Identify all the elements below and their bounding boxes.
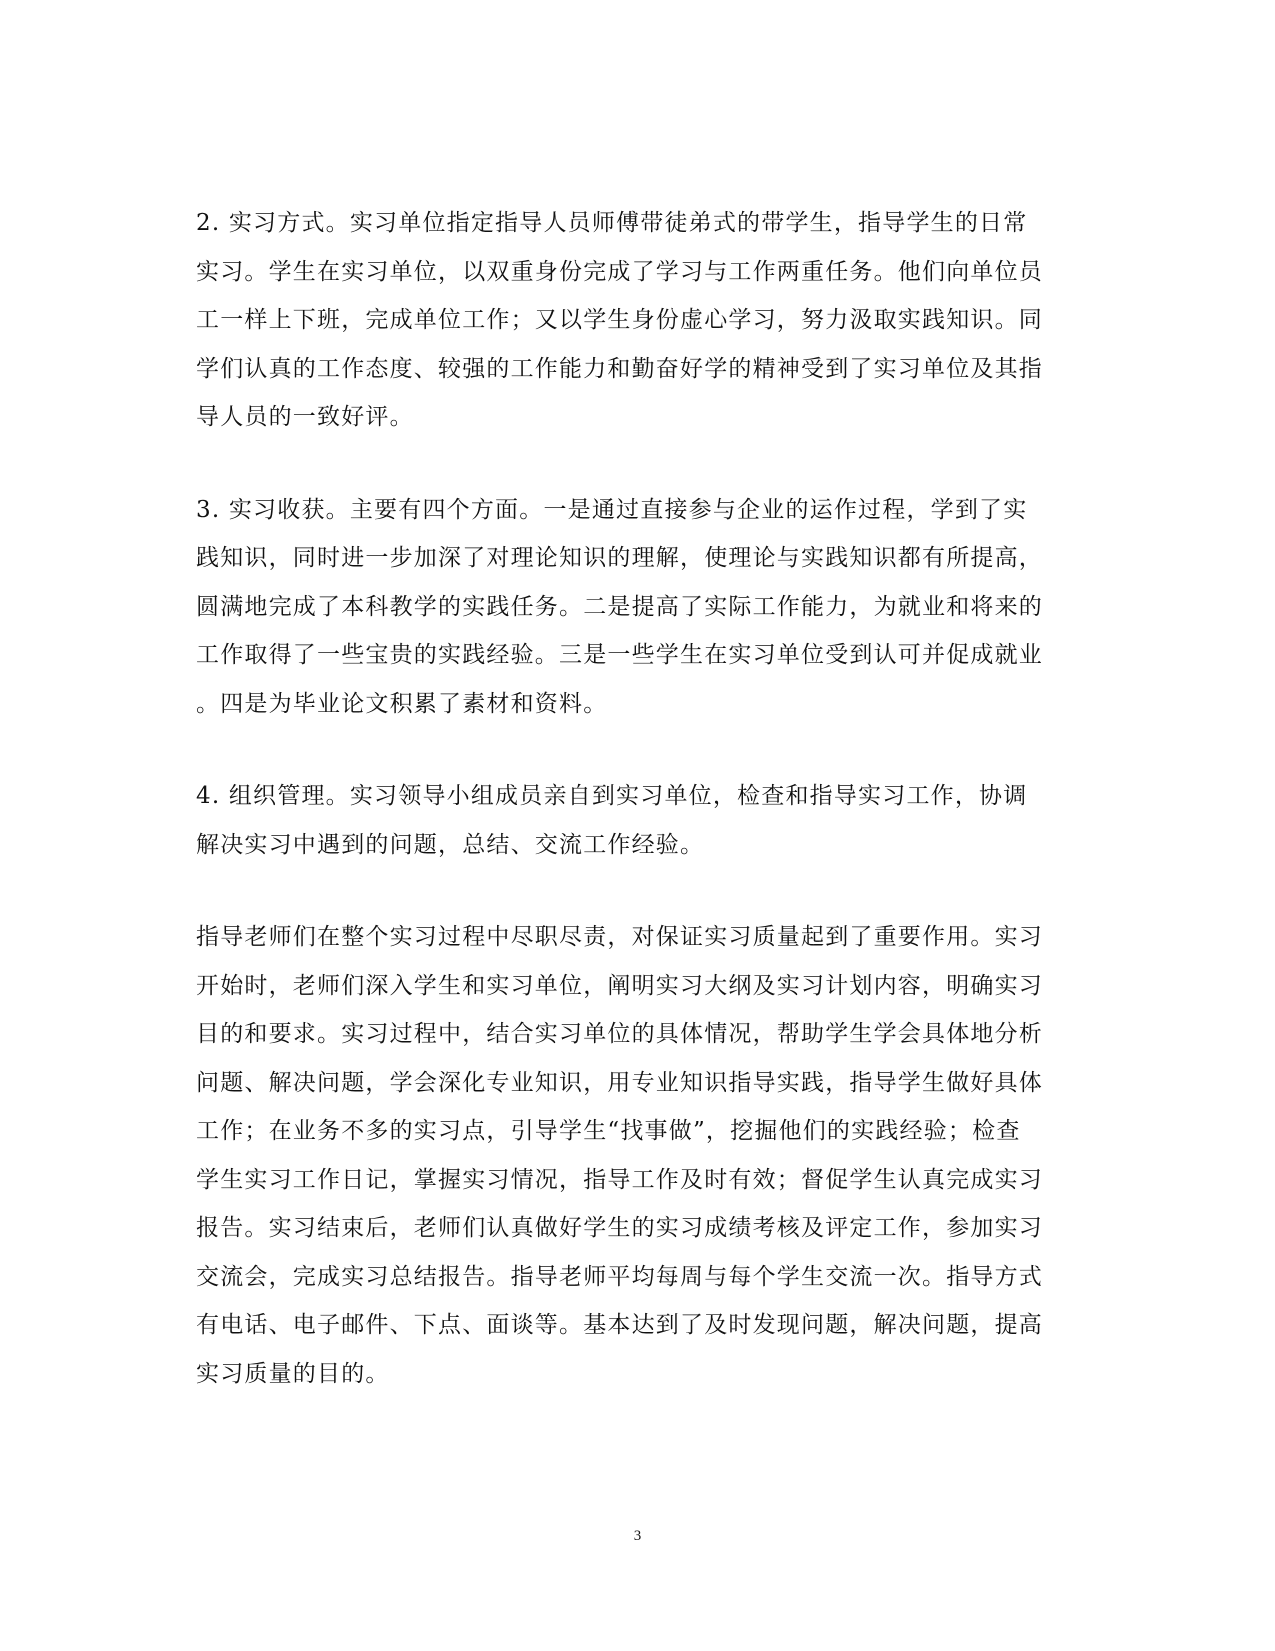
paragraph-teacher-guidance: 指导老师们在整个实习过程中尽职尽责，对保证实习质量起到了重要作用。实习 开始时，老师们深入学生和实习单位，阐明实习大纲及实习计划内容，明确实习 目的和要求。实习过程中，结合实习单位的具体情况，帮助学生学会具体地分析 问题、解决问题，学会深化专业知识，用专业知识指导实践，指导学生做好具体 工作；在业务不多的实习点，引导学生“找事做”，挖掘他们的实践经验；检查 学生实习工作日记，掌握实习情况，指导工作及时有效；督促学生认真完成实习 报告。实习结束后，老师们认真做好学生的实习成绩考核及评定工作，参加实习 交流会，完成实习总结报告。指导老师平均每周与每个学生交流一次。指导方式 有电话、电子邮件、下点、面谈等。基本达到了及时发现问题，解决问题，提高 实习质量的目的。 — [196, 924, 1043, 1387]
paragraph-internship-gains: 3. 实习收获。主要有四个方面。一是通过直接参与企业的运作过程，学到了实 践知识，同时进一步加深了对理论知识的理解，使理论与实践知识都有所提高， 圆满地完成了本科教学的实践任务。二是提高了实际工作能力，为就业和将来的 工作取得了一些宝贵的实践经验。三是一些学生在实习单位受到认可并促成就业 。四是为毕业论文积累了素材和资料。 — [196, 496, 1043, 717]
paragraph-internship-method: 2. 实习方式。实习单位指定指导人员师傅带徒弟式的带学生，指导学生的日常 实习。学生在实习单位，以双重身份完成了学习与工作两重任务。他们向单位员 工一样上下班，完成单位工作；又以学生身份虚心学习，努力汲取实践知识。同 学们认真的工作态度、较强的工作能力和勤奋好学的精神受到了实习单位及其指 导人员的一致好评。 — [196, 210, 1043, 430]
paragraph-organization-management: 4. 组织管理。实习领导小组成员亲自到实习单位，检查和指导实习工作，协调 解决实习中遇到的问题，总结、交流工作经验。 — [196, 783, 1028, 858]
page-number: 3 — [633, 1528, 642, 1544]
page-body — [196, 199, 1076, 1442]
